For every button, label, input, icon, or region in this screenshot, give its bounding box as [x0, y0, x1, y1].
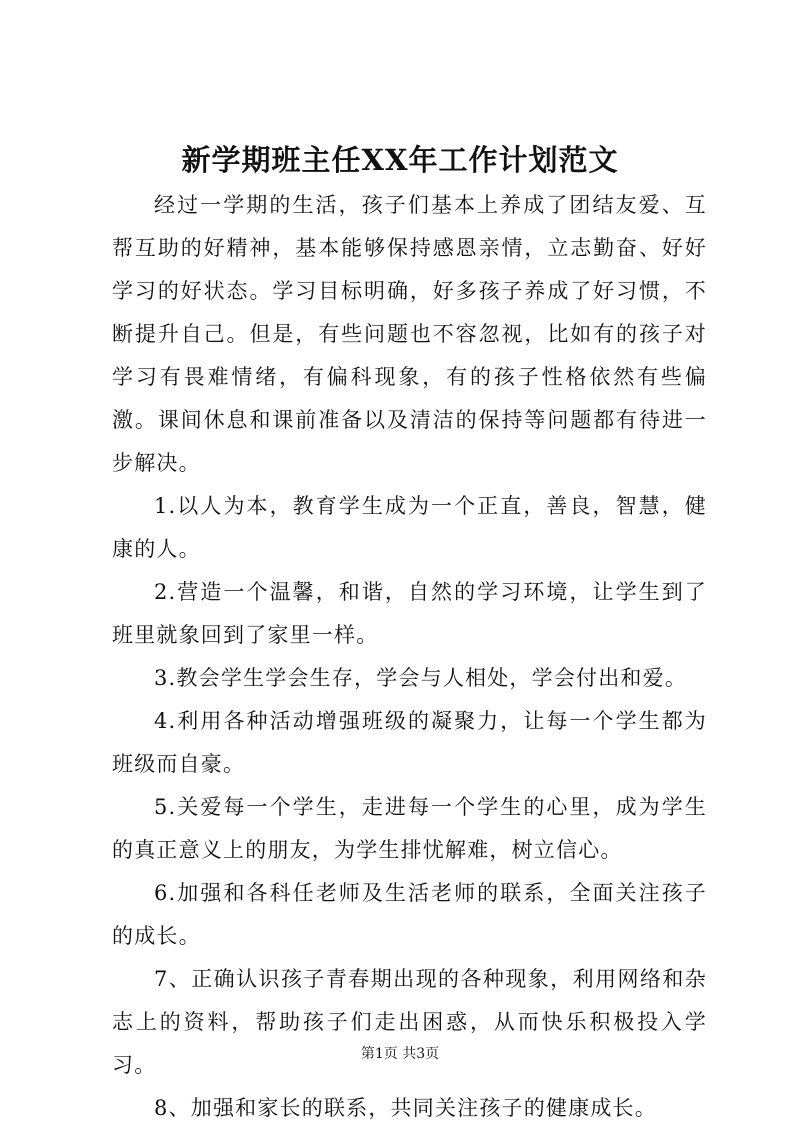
plan-item-5: 5.关爱每一个学生，走进每一个学生的心里，成为学生的真正意义上的朋友，为学生排忧解难，树立信心。: [112, 795, 707, 862]
plan-item-7: 7、正确认识孩子青春期出现的各种现象，利用网络和杂志上的资料，帮助孩子们走出困惑，从而快乐积极投入学习。: [112, 967, 707, 1077]
document-body: [112, 184, 707, 1130]
page-number-footer: 第1页 共3页: [360, 1046, 440, 1062]
document-title: 新学期班主任XX年工作计划范文: [181, 143, 619, 177]
plan-item-8: 8、加强和家长的联系，共同关注孩子的健康成长。: [154, 1096, 657, 1120]
plan-item-1: 1.以人为本，教育学生成为一个正直，善良，智慧，健康的人。: [112, 494, 707, 561]
plan-item-2: 2.营造一个温馨，和谐，自然的学习环境，让学生到了班里就象回到了家里一样。: [112, 580, 707, 647]
plan-item-4: 4.利用各种活动增强班级的凝聚力，让每一个学生都为班级而自豪。: [112, 709, 707, 776]
plan-item-6: 6.加强和各科任老师及生活老师的联系，全面关注孩子的成长。: [112, 881, 707, 948]
intro-paragraph: 经过一学期的生活，孩子们基本上养成了团结友爱、互帮互助的好精神，基本能够保持感恩亲情，立志勤奋、好好学习的好状态。学习目标明确，好多孩子养成了好习惯，不断提升自己。但是，有些问题也不容忽视，比如有的孩子对学习有畏难情绪，有偏科现象，有的孩子性格依然有些偏激。课间休息和课前准备以及清洁的保持等问题都有待进一步解决。: [112, 193, 707, 475]
plan-item-3: 3.教会学生学会生存，学会与人相处，学会付出和爱。: [154, 666, 688, 690]
